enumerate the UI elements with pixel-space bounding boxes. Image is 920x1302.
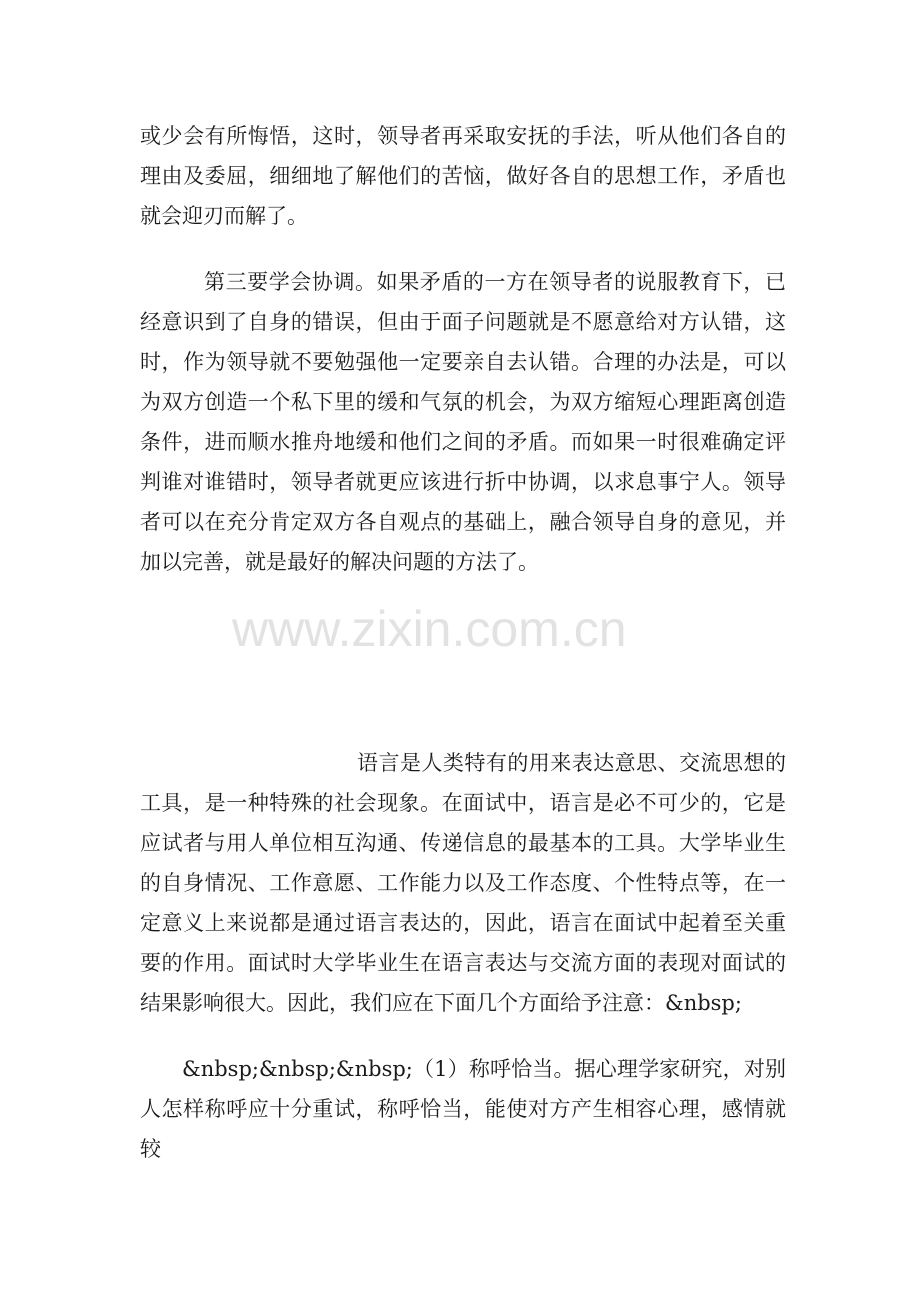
watermark: www.zixin.com.cn (232, 601, 627, 657)
paragraph-text: 第三要学会协调。如果矛盾的一方在领导者的说服教育下，已经意识到了自身的错误，但由于面子问题就是不愿意给对方认错，这时，作为领导就不要勉强他一定要亲自去认错。合理的办法是，可以为双方创造一个私下里的缓和气氛的机会，为双方缩短心理距离创造条件，进而顺水推舟地缓和他们之间的矛盾。而如果一时很难确定评判谁对谁错时，领导者就更应该进行折中协调，以求息事宁人。领导者可以在充分肯定双方各自观点的基础上，融合领导自身的意见，并加以完善，就是最好的解决问题的方法了。 (140, 270, 786, 574)
paragraph-text: &nbsp;&nbsp;&nbsp;（1）称呼恰当。据心理学家研究，对别人怎样称呼应十分重试，称呼恰当，能使对方产生相容心理，感情就较 (140, 1057, 786, 1161)
paragraph-text: 或少会有所悔悟，这时，领导者再采取安抚的手法，听从他们各自的理由及委屈，细细地了解他们的苦恼，做好各自的思想工作，矛盾也就会迎刃而解了。 (140, 124, 786, 228)
paragraph-addressing (140, 1049, 786, 1169)
paragraph-continuation (140, 116, 786, 236)
paragraph-text: 语言是人类特有的用来表达意思、交流思想的工具，是一种特殊的社会现象。在面试中，语言是必不可少的，它是应试者与用人单位相互沟通、传递信息的最基本的工具。大学毕业生的自身情况、工作意愿、工作能力以及工作态度、个性特点等，在一定意义上来说都是通过语言表达的，因此，语言在面试中起着至关重要的作用。面试时大学毕业生在语言表达与交流方面的表现对面试的结果影响很大。因此，我们应在下面几个方面给予注意：&nbsp; (140, 751, 786, 1015)
paragraph-coordination (140, 262, 786, 582)
paragraph-language-intro (140, 743, 786, 1023)
